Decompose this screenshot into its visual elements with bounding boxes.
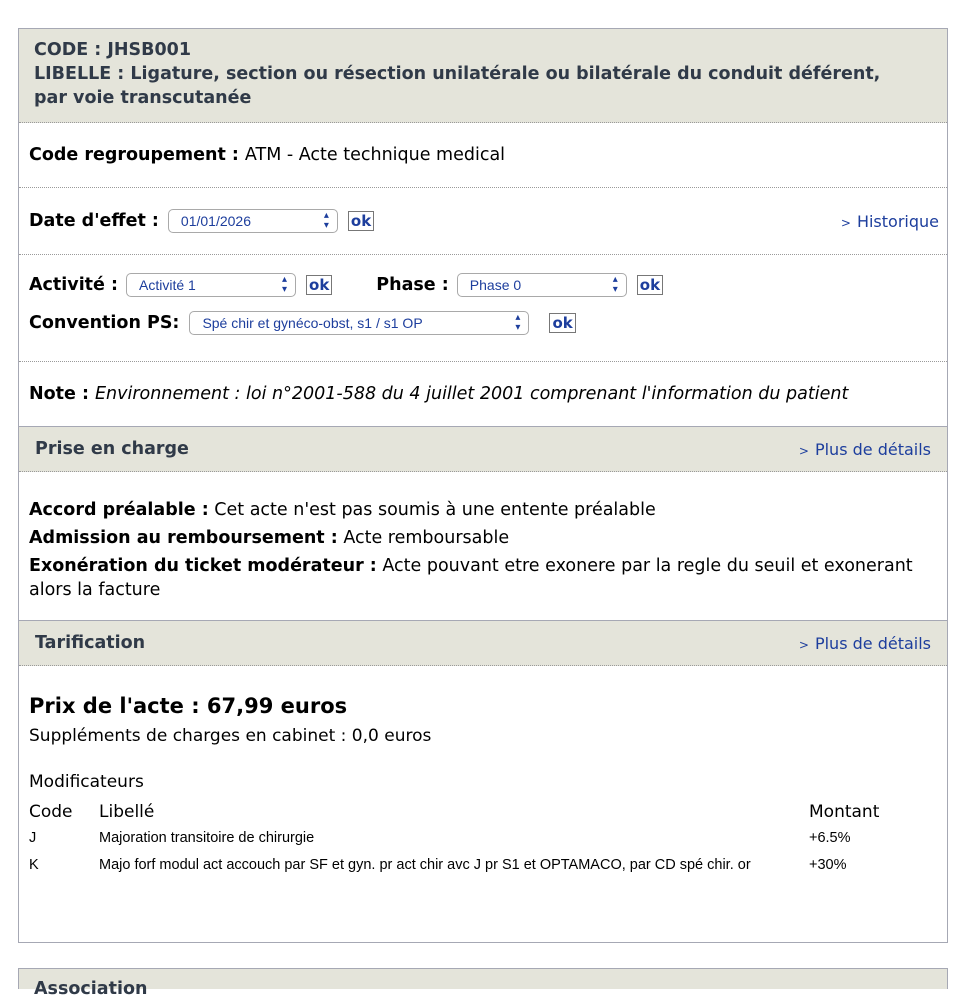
tarification-section xyxy=(19,621,947,942)
tarification-title: Tarification xyxy=(35,633,146,653)
regroupement-value: ATM - Acte technique medical xyxy=(244,145,506,165)
activite-select[interactable] xyxy=(126,273,296,297)
date-effet-selected: 01/01/2026 xyxy=(180,213,251,229)
phase-select[interactable] xyxy=(457,273,627,297)
exoneration-value: Acte pouvant etre exonere par la regle du seuil et exonerant alors la facture xyxy=(29,556,913,600)
note-value: Environnement : loi n°2001-588 du 4 juillet 2001 comprenant l'information du patient xyxy=(95,384,849,404)
accord-line xyxy=(29,498,937,522)
tarification-body xyxy=(19,666,947,942)
note-row xyxy=(19,362,947,426)
exoneration-line xyxy=(29,554,937,602)
select-arrows-icon: ▴ ▾ xyxy=(515,312,521,333)
modificateurs-title: Modificateurs xyxy=(29,772,144,792)
supplements: Suppléments de charges en cabinet : 0,0 euros xyxy=(29,726,432,746)
details-label: Plus de détails xyxy=(814,633,931,653)
convention-select[interactable] xyxy=(189,311,529,335)
row-code: K xyxy=(29,857,39,873)
convention-selected: Spé chir et gynéco-obst, s1 / s1 OP xyxy=(202,315,423,331)
chevron-right-icon: > xyxy=(840,215,851,230)
row-libelle: Majoration transitoire de chirurgie xyxy=(99,830,315,846)
historique-link[interactable] xyxy=(841,212,939,231)
accord-value: Cet acte n'est pas soumis à une entente préalable xyxy=(214,500,656,520)
phase-selected: Phase 0 xyxy=(469,277,522,293)
acte-title-header xyxy=(19,29,947,123)
prise-en-charge-body xyxy=(19,472,947,620)
date-effet-select[interactable] xyxy=(168,209,338,233)
activite-selected: Activité 1 xyxy=(139,277,196,293)
select-arrows-icon: ▴ ▾ xyxy=(612,274,618,295)
acte-libelle-line2: par voie transcutanée xyxy=(34,88,252,108)
exoneration-label: Exonération du ticket modérateur : xyxy=(29,556,377,576)
note-label: Note : xyxy=(29,384,89,404)
acte-frame xyxy=(18,28,948,943)
convention-ok-button[interactable]: ok xyxy=(549,313,575,333)
regroupement-row xyxy=(19,123,947,188)
tarification-header xyxy=(19,621,947,666)
admission-value: Acte remboursable xyxy=(343,528,510,548)
modificateurs-header-row xyxy=(29,802,937,830)
prise-en-charge-section xyxy=(19,427,947,621)
activite-phase-row xyxy=(19,255,947,362)
date-effet-label: Date d'effet : xyxy=(29,211,159,231)
col-libelle: Libellé xyxy=(99,802,155,822)
activite-label: Activité : xyxy=(29,275,119,295)
phase-label: Phase : xyxy=(376,275,449,295)
prise-en-charge-header xyxy=(19,427,947,472)
date-effet-row xyxy=(19,188,947,255)
modificateurs-table xyxy=(29,802,937,884)
acte-section xyxy=(19,29,947,427)
accord-label: Accord préalable : xyxy=(29,500,209,520)
convention-label: Convention PS: xyxy=(29,313,180,333)
chevron-right-icon: > xyxy=(798,443,809,458)
acte-libelle-line1: LIBELLE : Ligature, section ou résection unilatérale ou bilatérale du conduit déférent, xyxy=(34,64,881,84)
col-code: Code xyxy=(29,802,73,822)
col-montant: Montant xyxy=(809,802,880,822)
regroupement-label: Code regroupement : xyxy=(29,145,239,165)
select-arrows-icon: ▴ ▾ xyxy=(281,274,288,295)
phase-ok-button[interactable]: ok xyxy=(637,275,663,295)
association-title: Association xyxy=(34,979,148,999)
row-libelle: Majo forf modul act accouch par SF et gyn. pr act chir avc J pr S1 et OPTAMACO, par CD spé chir. or xyxy=(99,857,751,873)
prise-en-charge-title: Prise en charge xyxy=(35,439,189,459)
chevron-right-icon: > xyxy=(798,637,809,652)
prise-en-charge-details-link[interactable] xyxy=(799,440,931,459)
row-montant: +6.5% xyxy=(809,830,851,846)
table-row xyxy=(29,857,937,884)
prix-acte: Prix de l'acte : 67,99 euros xyxy=(29,694,348,718)
admission-label: Admission au remboursement : xyxy=(29,528,338,548)
date-effet-ok-button[interactable]: ok xyxy=(348,211,374,231)
acte-code: CODE : JHSB001 xyxy=(34,40,192,60)
select-arrows-icon: ▴ ▾ xyxy=(323,210,329,231)
row-montant: +30% xyxy=(809,857,847,873)
activite-ok-button[interactable]: ok xyxy=(306,275,332,295)
historique-label: Historique xyxy=(856,211,939,231)
tarification-details-link[interactable] xyxy=(799,634,931,653)
row-code: J xyxy=(29,830,37,846)
details-label: Plus de détails xyxy=(814,439,931,459)
table-row xyxy=(29,830,937,857)
admission-line xyxy=(29,526,937,550)
